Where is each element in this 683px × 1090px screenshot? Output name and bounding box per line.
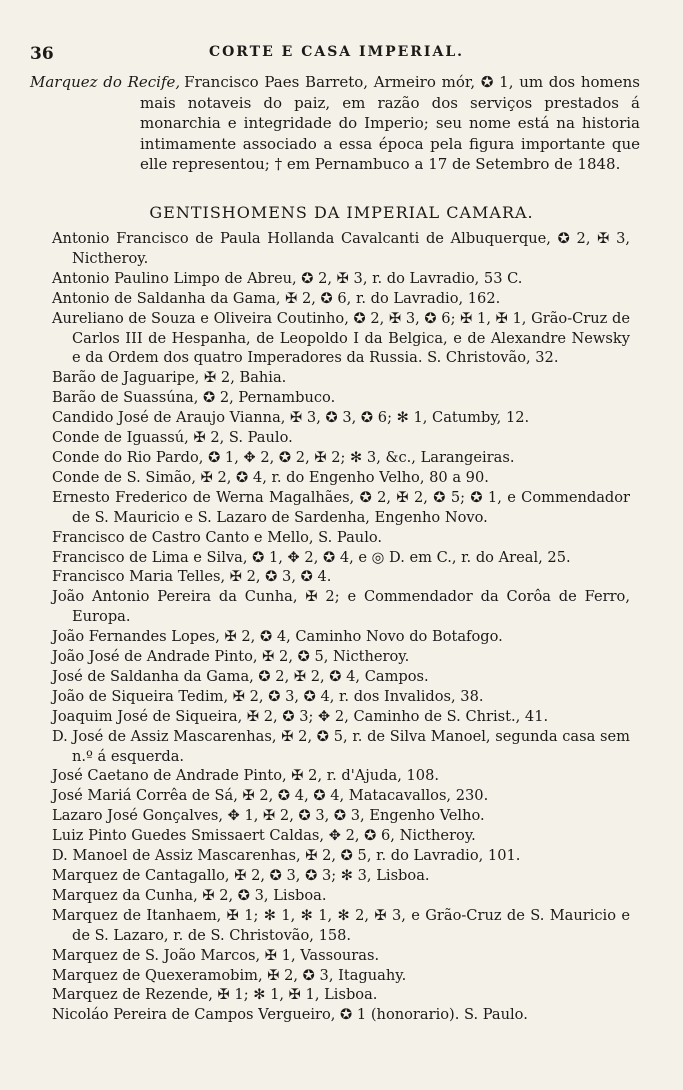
list-item: D. Manoel de Assiz Mascarenhas, ✠ 2, ✪ 5, r. do Lavradio, 101. bbox=[52, 847, 521, 865]
list-item: Francisco de Lima e Silva, ✪ 1, ✥ 2, ✪ 4, e ◎ D. em C., r. do Areal, 25. bbox=[52, 548, 571, 566]
list-item: Joaquim José de Siqueira, ✠ 2, ✪ 3; ✥ 2, Caminho de S. Christ., 41. bbox=[52, 707, 549, 725]
entry-list bbox=[52, 229, 630, 1025]
section-title: GENTISHOMENS DA IMPERIAL CAMARA. bbox=[149, 203, 534, 222]
list-item: Marquez de Rezende, ✠ 1; ✻ 1, ✠ 1, Lisboa. bbox=[52, 986, 378, 1004]
page-number: 36 bbox=[30, 44, 54, 64]
list-item: Candido José de Araujo Vianna, ✠ 3, ✪ 3, ✪ 6; ✻ 1, Catumby, 12. bbox=[52, 409, 530, 427]
intro-lead: Marquez do Recife, bbox=[30, 73, 181, 91]
list-item: Luiz Pinto Guedes Smissaert Caldas, ✥ 2, ✪ 6, Nictheroy. bbox=[52, 827, 476, 845]
running-title: CORTE E CASA IMPERIAL. bbox=[208, 44, 465, 60]
list-item: Conde de S. Simão, ✠ 2, ✪ 4, r. do Engenho Velho, 80 a 90. bbox=[52, 468, 489, 486]
list-item: João José de Andrade Pinto, ✠ 2, ✪ 5, Nictheroy. bbox=[52, 648, 410, 666]
list-item: Barão de Suassúna, ✪ 2, Pernambuco. bbox=[52, 389, 336, 407]
list-item: Francisco Maria Telles, ✠ 2, ✪ 3, ✪ 4. bbox=[52, 568, 332, 586]
page-header bbox=[30, 44, 643, 66]
list-item: Marquez de Itanhaem, ✠ 1; ✻ 1, ✻ 1, ✻ 2, ✠ 3, e Grão-Cruz de S. Mauricio e de S. Lazaro, r. de S. Christovão, 158. bbox=[52, 906, 630, 944]
list-item: Conde de Iguassú, ✠ 2, S. Paulo. bbox=[52, 429, 293, 447]
list-item: João Antonio Pereira da Cunha, ✠ 2; e Commendador da Corôa de Ferro, Europa. bbox=[52, 588, 630, 626]
list-item: Ernesto Frederico de Werna Magalhães, ✪ 2, ✠ 2, ✪ 5; ✪ 1, e Commendador de S. Mauricio e S. Lazaro de Sardenha, Engenho Novo. bbox=[52, 488, 630, 526]
list-item: Francisco de Castro Canto e Mello, S. Paulo. bbox=[52, 528, 383, 546]
list-item: Lazaro José Gonçalves, ✥ 1, ✠ 2, ✪ 3, ✪ 3, Engenho Velho. bbox=[52, 807, 485, 825]
list-item: Marquez de Quexeramobim, ✠ 2, ✪ 3, Itaguahy. bbox=[52, 966, 407, 984]
list-item: Nicoláo Pereira de Campos Vergueiro, ✪ 1 (honorario). S. Paulo. bbox=[52, 1006, 528, 1024]
list-item: Marquez da Cunha, ✠ 2, ✪ 3, Lisboa. bbox=[52, 886, 327, 904]
list-item: Conde do Rio Pardo, ✪ 1, ✥ 2, ✪ 2, ✠ 2; ✻ 3, &c., Larangeiras. bbox=[52, 448, 515, 466]
list-item: João de Siqueira Tedim, ✠ 2, ✪ 3, ✪ 4, r. dos Invalidos, 38. bbox=[52, 687, 484, 705]
list-item: José Caetano de Andrade Pinto, ✠ 2, r. d'Ajuda, 108. bbox=[52, 767, 440, 785]
list-item: Antonio de Saldanha da Gama, ✠ 2, ✪ 6, r. do Lavradio, 162. bbox=[52, 289, 501, 307]
list-item: D. José de Assiz Mascarenhas, ✠ 2, ✪ 5, r. de Silva Manoel, segunda casa sem n.º á esquerda. bbox=[52, 727, 630, 765]
list-item: Barão de Jaguaripe, ✠ 2, Bahia. bbox=[52, 369, 287, 387]
intro-paragraph bbox=[30, 72, 640, 175]
list-item: Marquez de S. João Marcos, ✠ 1, Vassouras. bbox=[52, 946, 380, 964]
list-item: Aureliano de Souza e Oliveira Coutinho, ✪ 2, ✠ 3, ✪ 6; ✠ 1, ✠ 1, Grão-Cruz de Carlos III de Hespanha, de Leopoldo I da Belgica, e de Alexandre Newsky e da Ordem dos quatro Imperadores da Russia. S. Christovão, 32. bbox=[52, 309, 630, 367]
list-item: José Mariá Corrêa de Sá, ✠ 2, ✪ 4, ✪ 4, Matacavallos, 230. bbox=[52, 787, 489, 805]
list-item: João Fernandes Lopes, ✠ 2, ✪ 4, Caminho Novo do Botafogo. bbox=[52, 628, 503, 646]
list-item: Marquez de Cantagallo, ✠ 2, ✪ 3, ✪ 3; ✻ 3, Lisboa. bbox=[52, 867, 430, 884]
intro-text: Francisco Paes Barreto, Armeiro mór, ✪ 1, um dos homens mais notaveis do paiz, em razão dos serviços prestados á monarchia e integridade do Imperio; seu nome está na historia intimamente associado a essa época pela figura importante que elle representou; † em Pernambuco a 17 de Setembro de 1848. bbox=[140, 73, 640, 173]
list-item: José de Saldanha da Gama, ✪ 2, ✠ 2, ✪ 4, Campos. bbox=[52, 667, 429, 685]
list-item: Antonio Francisco de Paula Hollanda Cavalcanti de Albuquerque, ✪ 2, ✠ 3, Nictheroy. bbox=[52, 230, 630, 267]
list-item: Antonio Paulino Limpo de Abreu, ✪ 2, ✠ 3, r. do Lavradio, 53 C. bbox=[52, 269, 523, 287]
